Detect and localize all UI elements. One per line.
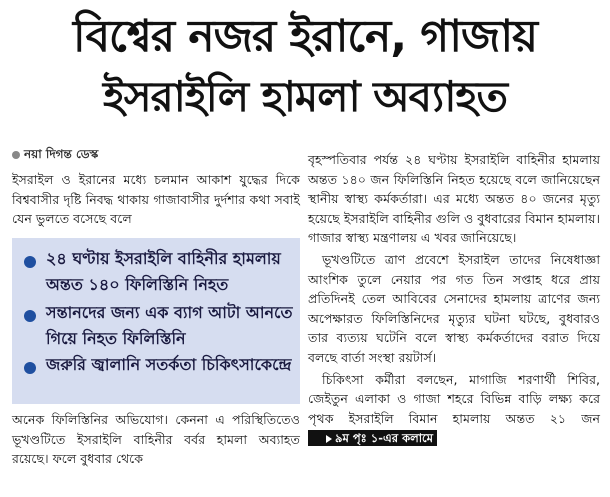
left-column-bottom <box>12 410 300 469</box>
bullet-icon <box>24 256 36 268</box>
highlight-text: জরুরি জ্বালানি সতর্কতা চিকিৎসাকেন্দ্রে <box>46 355 292 374</box>
byline-dot-icon <box>12 151 20 159</box>
highlight-box <box>12 238 300 404</box>
bullet-icon <box>24 362 36 374</box>
left-bottom-paragraph: অনেক ফিলিস্তিনির অভিযোগ। কেননা এ পরিস্থিতিতেও ভূখণ্ডটিতে ইসরাইলি বাহিনীর বর্বর হামলা অব্যাহত রয়েছে। ফলে বুধবার থেকে <box>12 412 300 467</box>
headline-line-1: বিশ্বের নজর ইরানে, গাজায় <box>72 11 537 62</box>
right-paragraph-2: ভূখণ্ডটিতে ত্রাণ প্রবেশে ইসরাইল তাদের নিষেধাজ্ঞা আংশিক তুলে নেয়ার পর গত তিন সপ্তাহ ধরে প্রায় প্রতিদিনই তেল আবিবের সেনাদের হামলায় ত্রাণের জন্য অপেক্ষারত ফিলিস্তিনিদের মৃত্যুর ঘটনা ঘটছে, বুধবারও তার ব্যত্যয় ঘটেনি বলে স্বাস্থ্য কর্মকর্তাদের বরাত দিয়ে বলছে বার্তা সংস্থা রয়টার্স। <box>308 251 600 365</box>
arrow-right-icon <box>326 435 332 443</box>
right-paragraph-1: বৃহস্পতিবার পর্যন্ত ২৪ ঘণ্টায় ইসরাইলি বাহিনীর হামলায় অন্তত ১৪০ জন ফিলিস্তিনি নিহত হয়েছে বলে জানিয়েছেন স্থানীয় স্বাস্থ্য কর্মকর্তারা। এর মধ্যে অন্তত ৪০ জনের মৃত্যু হয়েছে ইসরাইলি বাহিনীর গুলি ও বুধবারের বিমান হামলায়। গাজার স্বাস্থ্য মন্ত্রণালয় এ খবর জানিয়েছে। <box>308 152 600 246</box>
bullet-icon <box>24 310 36 322</box>
right-column <box>308 150 600 448</box>
highlight-text: সন্তানদের জন্য এক ব্যাগ আটা আনতে গিয়ে নিহত ফিলিস্তিনি <box>46 303 293 348</box>
headline-line-2: ইসরাইলি হামলা অব্যাহত <box>102 72 507 121</box>
highlight-text: ২৪ ঘণ্টায় ইসরাইলি বাহিনীর হামলায় অন্তত ১৪০ ফিলিস্তিনি নিহত <box>46 249 281 294</box>
byline <box>12 146 98 166</box>
right-paragraph-3-text: চিকিৎসা কর্মীরা বলছেন, মাগাজি শরণার্থী শিবির, জেইতুন এলাকা ও গাজা শহরে বিভিন্ন বাড়ি লক্ষ্য করে পৃথক ইসরাইলি বিমান হামলায় অন্তত ২১ জন <box>308 371 600 426</box>
right-paragraph-3 <box>308 370 600 448</box>
continued-on-page-label[interactable] <box>308 430 437 446</box>
byline-text: নয়া দিগন্ত ডেস্ক <box>24 147 99 161</box>
left-column-top <box>12 170 300 229</box>
left-top-paragraph: ইসরাইল ও ইরানের মধ্যে চলমান আকাশ যুদ্ধের দিকে বিশ্ববাসীর দৃষ্টি নিবদ্ধ থাকায় গাজাবাসীর দুর্দশার কথা সবাই যেন ভুলতে বসেছে বলে <box>12 172 300 227</box>
headline <box>0 6 610 126</box>
jump-text: ৯ম পৃঃ ১-এর কলামে <box>335 431 434 446</box>
